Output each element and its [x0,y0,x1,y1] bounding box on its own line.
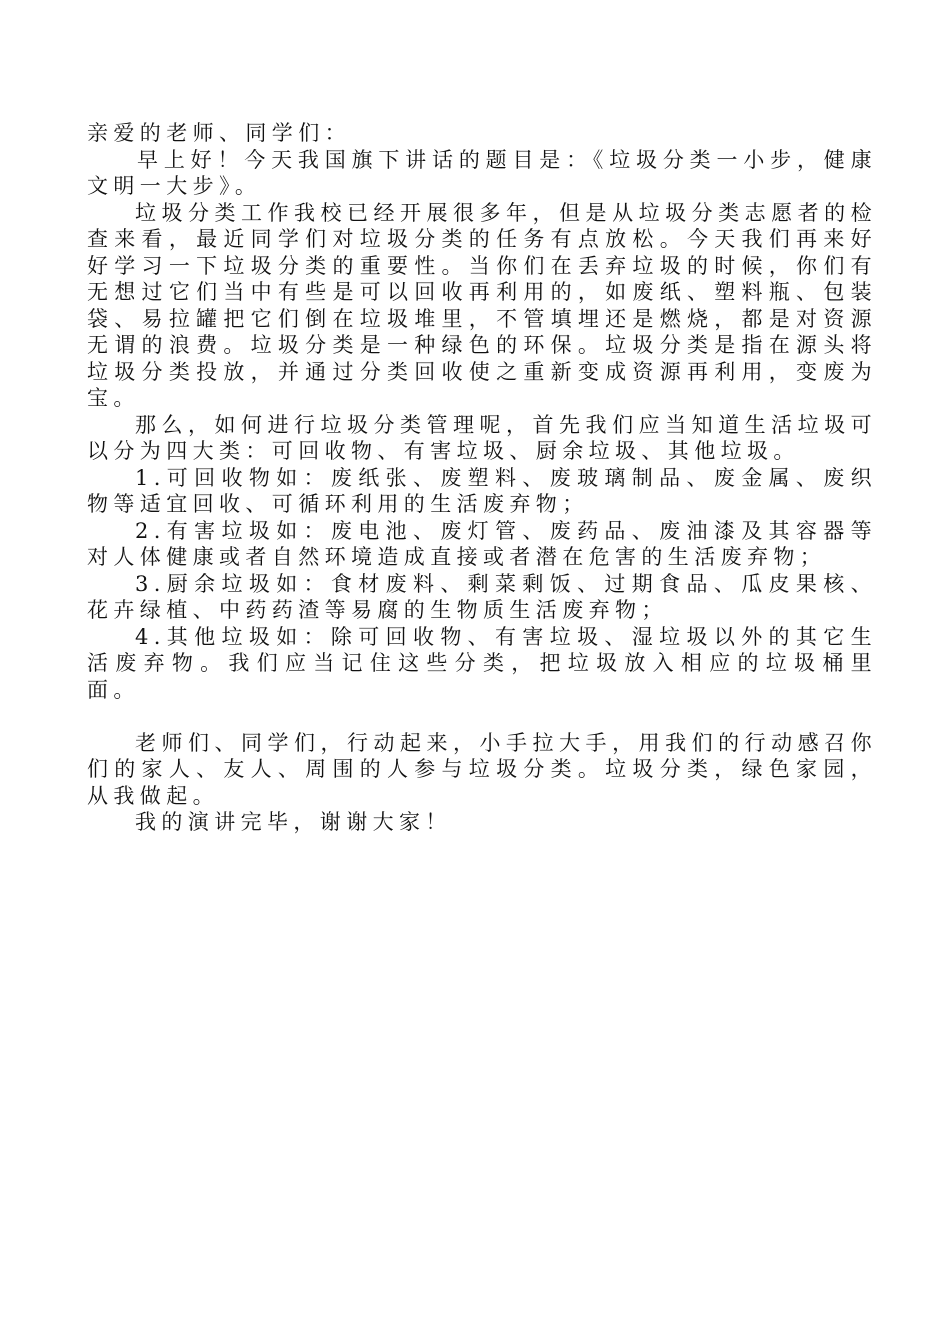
intro-paragraph: 垃圾分类工作我校已经开展很多年，但是从垃圾分类志愿者的检查来看，最近同学们对垃圾分类的任务有点放松。今天我们再来好好学习一下垃圾分类的重要性。当你们在丢弃垃圾的时候，你们有无想过它们当中有些是可以回收再利用的，如废纸、塑料瓶、包装袋、易拉罐把它们倒在垃圾堆里，不管填埋还是燃烧，都是对资源无谓的浪费。垃圾分类是一种绿色的环保。垃圾分类是指在源头将垃圾分类投放，并通过分类回收使之重新变成资源再利用，变废为宝。 [87,200,877,410]
salutation: 亲爱的老师、同学们： [87,121,351,145]
speech-document [87,120,877,836]
categories-intro-paragraph: 那么，如何进行垃圾分类管理呢，首先我们应当知道生活垃圾可以分为四大类：可回收物、有害垃圾、厨余垃圾、其他垃圾。 [87,412,877,463]
list-item-hazardous: 2.有害垃圾如：废电池、废灯管、废药品、废油漆及其容器等对人体健康或者自然环境造成直接或者潜在危害的生活废弃物； [87,518,877,569]
list-item-recyclable: 1.可回收物如：废纸张、废塑料、废玻璃制品、废金属、废织物等适宜回收、可循环利用的生活废弃物； [87,465,877,516]
list-item-kitchen: 3.厨余垃圾如：食材废料、剩菜剩饭、过期食品、瓜皮果核、花卉绿植、中药药渣等易腐的生物质生活废弃物； [87,571,877,622]
call-to-action-paragraph: 老师们、同学们，行动起来，小手拉大手，用我们的行动感召你们的家人、友人、周围的人参与垃圾分类。垃圾分类，绿色家园，从我做起。 [87,730,877,808]
greeting-paragraph: 早上好！今天我国旗下讲话的题目是：《垃圾分类一小步，健康文明一大步》。 [87,147,877,198]
paragraph-spacer [87,703,877,730]
list-item-other: 4.其他垃圾如：除可回收物、有害垃圾、湿垃圾以外的其它生活废弃物。我们应当记住这些分类，把垃圾放入相应的垃圾桶里面。 [87,624,877,702]
closing-line: 我的演讲完毕，谢谢大家！ [135,810,452,834]
